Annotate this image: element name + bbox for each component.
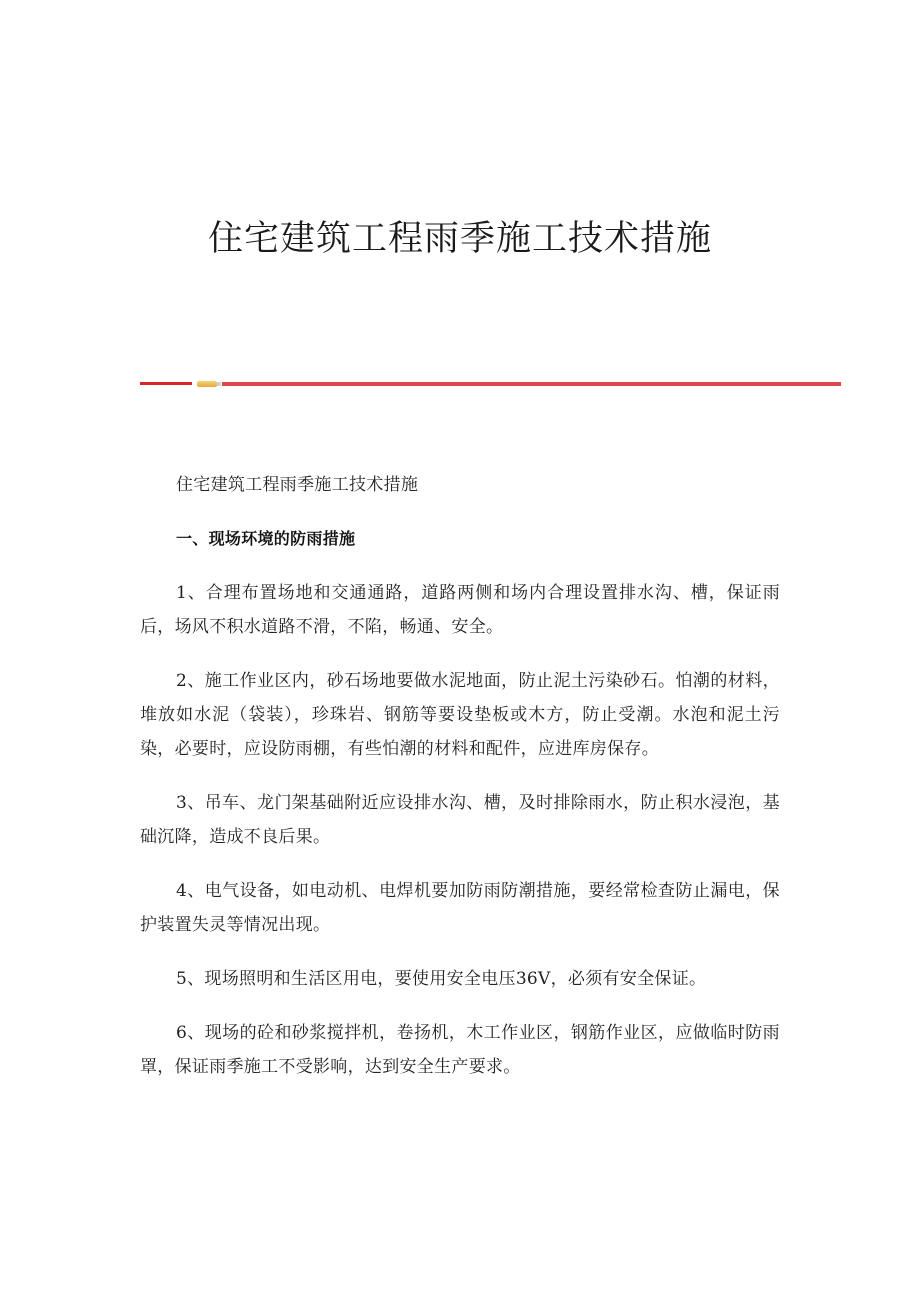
title-divider (140, 379, 841, 389)
paragraph-4: 4、电气设备，如电动机、电焊机要加防雨防潮措施，要经常检查防止漏电，保护装置失灵等情况出现。 (140, 881, 780, 935)
divider-right-segment (222, 382, 841, 386)
document-body (140, 468, 780, 1104)
paragraph-1: 1、合理布置场地和交通通路，道路两侧和场内合理设置排水沟、槽，保证雨后，场风不积水道路不滑，不陷，畅通、安全。 (140, 583, 780, 637)
pencil-icon (197, 381, 217, 387)
divider-left-segment (140, 382, 192, 385)
paragraph-6: 6、现场的砼和砂浆搅拌机，卷扬机，木工作业区，钢筋作业区，应做临时防雨罩，保证雨季施工不受影响，达到安全生产要求。 (140, 1023, 780, 1077)
paragraph-5: 5、现场照明和生活区用电，要使用安全电压36V，必须有安全保证。 (176, 969, 707, 989)
document-title: 住宅建筑工程雨季施工技术措施 (207, 219, 712, 259)
document-subtitle: 住宅建筑工程雨季施工技术措施 (176, 475, 419, 495)
section-heading: 一、现场环境的防雨措施 (176, 529, 356, 548)
paragraph-2: 2、施工作业区内，砂石场地要做水泥地面，防止泥土污染砂石。怕潮的材料，堆放如水泥（袋装），珍珠岩、钢筋等要设垫板或木方，防止受潮。水泡和泥土污染，必要时，应设防雨棚，有些怕潮的材料和配件，应进库房保存。 (140, 671, 780, 759)
paragraph-3: 3、吊车、龙门架基础附近应设排水沟、槽，及时排除雨水，防止积水浸泡，基础沉降，造成不良后果。 (140, 793, 780, 847)
